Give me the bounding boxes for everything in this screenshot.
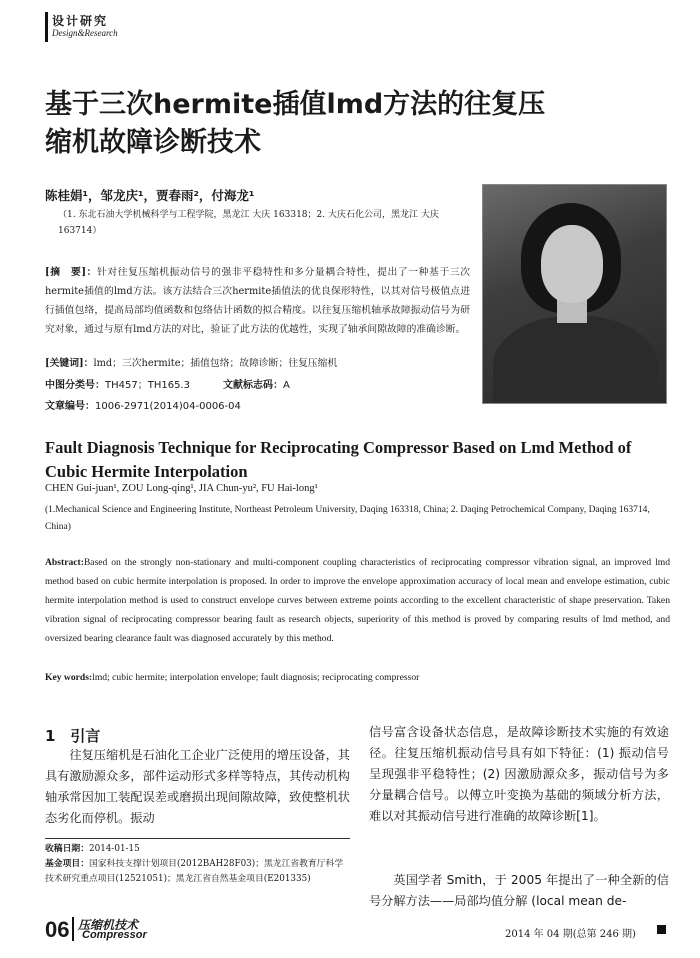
- keywords-cn-text: lmd；三次hermite；插值包络；故障诊断；往复压缩机: [93, 358, 338, 369]
- received-date: 2014-01-15: [89, 844, 140, 854]
- footer-rule: [72, 917, 74, 941]
- issue-info: 2014 年 04 期(总第 246 期): [505, 929, 636, 940]
- keywords-cn: [45, 355, 470, 369]
- journal-logo-cn: 压缩机技术: [78, 918, 139, 932]
- authors-en: CHEN Gui-juan¹, ZOU Long-qing¹, JIA Chun-yu², FU Hai-long¹: [45, 483, 318, 494]
- author-photo: [482, 184, 667, 404]
- body-paragraph-right-1: 信号富含设备状态信息，是故障诊断技术实施的有效途径。往复压缩机振动信号具有如下特征：(1) 振动信号呈现强非平稳特性；(2) 因激励源众多，振动信号为多分量耦合信号。以傅立叶变换为基础的频域分析方法，难以对其振动信号进行准确的故障诊断[1]。: [369, 725, 669, 823]
- header-rule: [45, 12, 48, 42]
- abstract-cn: [45, 263, 470, 339]
- fund-text: 国家科技支撑计划项目(2012BAH28F03)；黑龙江省教育厅科学技术研究重点项目(12521051)；黑龙江省自然基金项目(E201335): [45, 859, 344, 884]
- affiliation-cn: （1. 东北石油大学机械科学与工程学院，黑龙江 大庆 163318；2. 大庆石化公司，黑龙江 大庆 163714）: [58, 210, 439, 236]
- body-paragraph-right-2: 英国学者 Smith，于 2005 年提出了一种全新的信号分解方法——局部均值分解 (local mean de-: [369, 873, 669, 908]
- journal-logo-en: Compressor: [82, 929, 147, 941]
- affiliation-en: (1.Mechanical Science and Engineering Institute, Northeast Petroleum University, Daqing 163318, China; 2. Daqing Petrochemical Company, Daqing 163714, China): [45, 505, 650, 532]
- received-label: 收稿日期：: [45, 844, 89, 854]
- abstract-en: [45, 553, 670, 648]
- body-paragraph-left: 往复压缩机是石油化工企业广泛使用的增压设备，其具有激励源众多，部件运动形式多样等特点，其传动机构轴承常因加工装配误差或磨损出现间隙故障，致使整机状态劣化而停机。振动: [45, 748, 350, 825]
- abstract-en-label: Abstract:: [45, 557, 84, 568]
- keywords-cn-label: [关键词]：: [45, 358, 94, 369]
- clc-line: [45, 376, 290, 391]
- keywords-en: [45, 672, 670, 683]
- fund-label: 基金项目：: [45, 859, 89, 869]
- end-mark: [657, 925, 666, 934]
- section-heading-1: 1 引言: [45, 727, 101, 745]
- paper-title-en: Fault Diagnosis Technique for Reciprocating Compressor Based on Lmd Method of Cubic Hermite Interpolation: [45, 438, 632, 481]
- page-number: 06: [45, 917, 70, 942]
- doc-code-label: 文献标志码：: [222, 380, 283, 391]
- article-no-label: 文章编号：: [45, 401, 95, 412]
- clc-value: TH457；TH165.3: [105, 380, 190, 391]
- paper-title-cn: 基于三次hermite插值lmd方法的往复压缩机故障诊断技术: [45, 89, 546, 158]
- article-no-value: 1006-2971(2014)04-0006-04: [95, 401, 241, 412]
- article-no-line: [45, 397, 241, 412]
- abstract-en-text: Based on the strongly non-stationary and multi-component coupling characteristics of reciprocating compressor vibration signal, an improved lmd method based on cubic hermite interpolation is proposed. In order to improve the envelope approximation accuracy of local mean and envelope estimation, cubic hermite interpolation method is used to construct envelope curves between extreme points according to the excellent characteristic of shape preservation. Taken vibration signal of reciprocating compressor bearing fault as research objects, superiority of this method is proved by comparing results of lmd method, and oversized bearing clearance fault was diagnosed accurately by this method.: [45, 557, 670, 644]
- abstract-cn-text: 针对往复压缩机振动信号的强非平稳特性和多分量耦合特性，提出了一种基于三次hermite插值的lmd方法。该方法结合三次hermite插值法的优良保形特性，以其对信号极值点进行插值包络，提高局部均值函数和包络估计函数的拟合精度。以往复压缩机轴承故障振动信号为研究对象，通过与原有lmd方法的对比，验证了此方法的优越性，实现了轴承间隙故障的准确诊断。: [45, 267, 470, 335]
- clc-label: 中图分类号：: [45, 380, 105, 391]
- header-section-cn: 设计研究: [52, 14, 109, 28]
- header-section-en: Design&Research: [52, 28, 118, 38]
- abstract-cn-label: [摘 要]：: [45, 267, 97, 278]
- keywords-en-label: Key words:: [45, 672, 93, 683]
- footnotes: [45, 842, 350, 887]
- footnote-rule: [45, 838, 350, 839]
- authors-cn: 陈桂娟¹，邹龙庆¹，贾春雨²，付海龙¹: [45, 188, 255, 203]
- doc-code-value: A: [282, 380, 290, 391]
- keywords-en-text: lmd; cubic hermite; interpolation envelope; fault diagnosis; reciprocating compressor: [92, 672, 420, 683]
